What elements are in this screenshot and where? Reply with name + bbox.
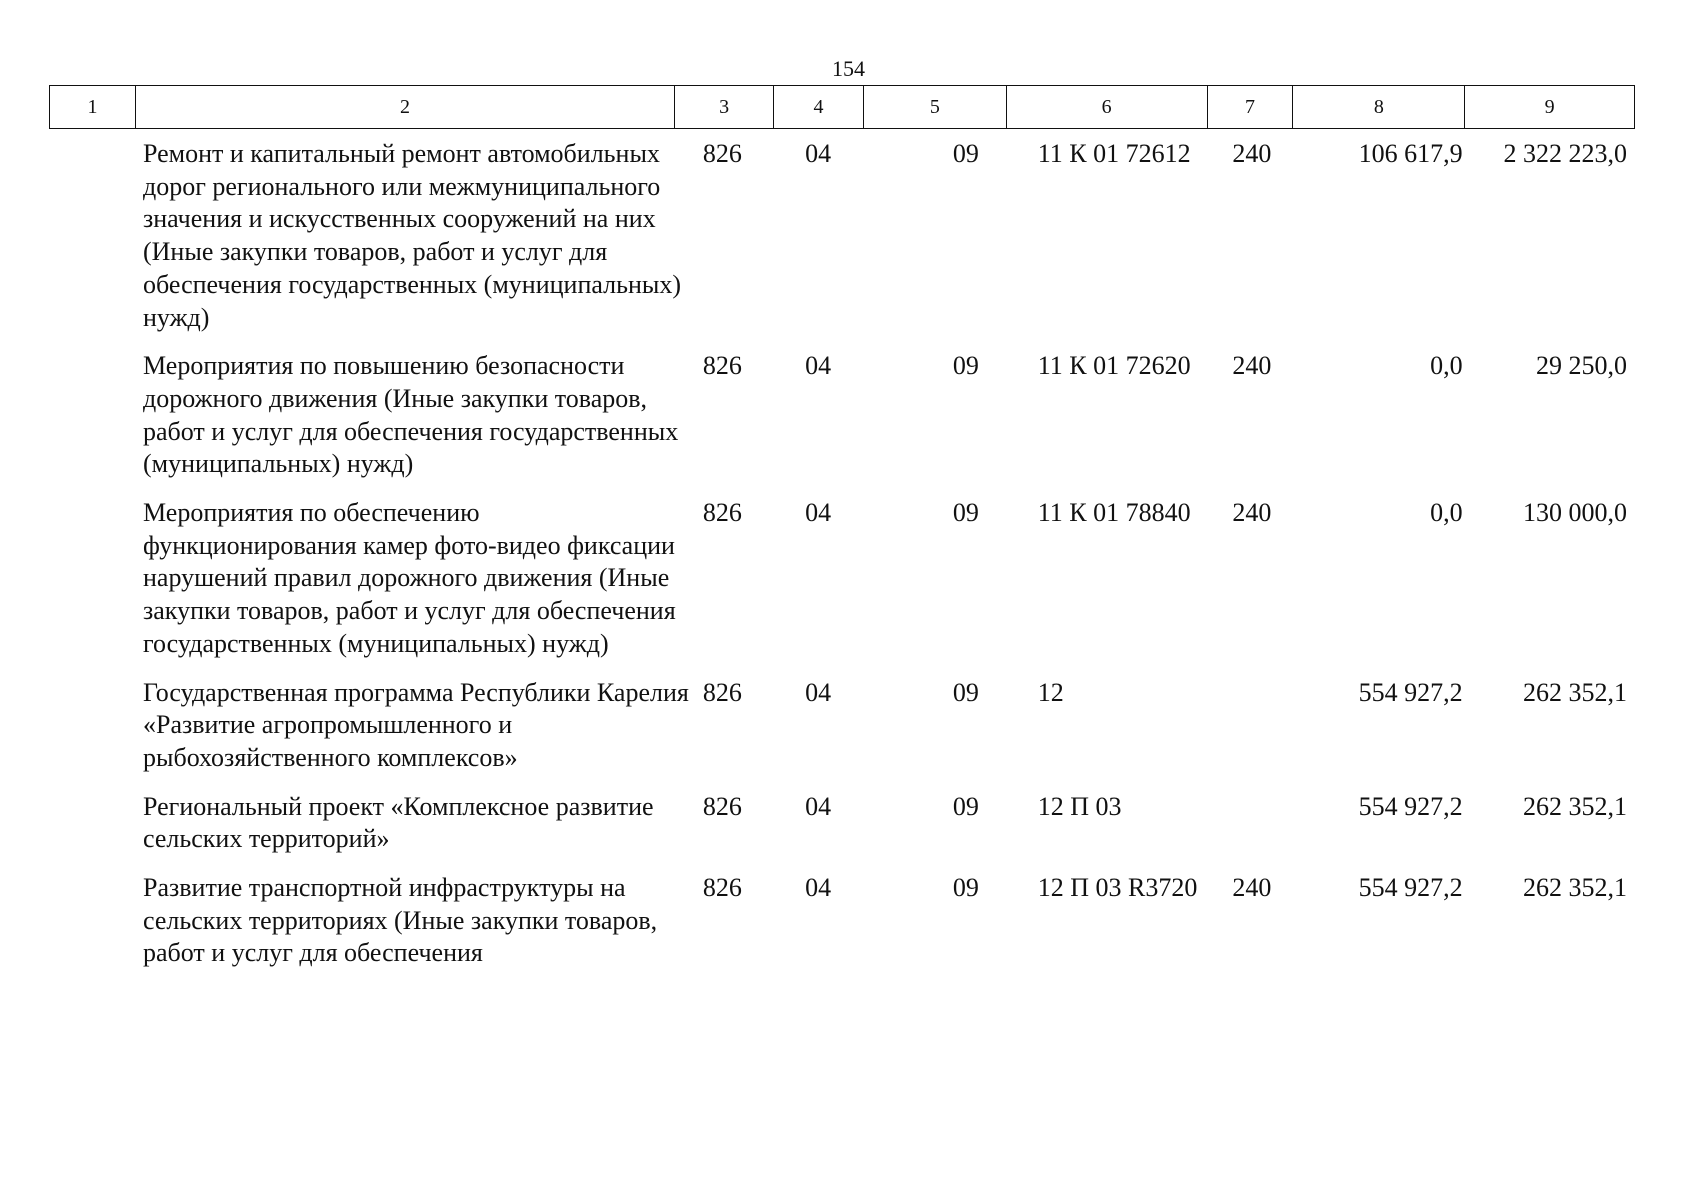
header-col-3: 3: [675, 86, 774, 128]
table-row: [49, 677, 1635, 775]
row-col-8: 554 927,2: [1358, 873, 1463, 903]
row-col-7: [1219, 677, 1303, 775]
row-col-7: 240: [1232, 351, 1272, 381]
row-col-7: [1219, 791, 1303, 856]
header-col-2: 2: [136, 86, 675, 128]
row-col-9: 130 000,0: [1522, 498, 1627, 528]
table-row: [49, 872, 1635, 970]
row-col-8: 554 927,2: [1358, 791, 1463, 821]
row-col-5: 09: [952, 139, 979, 168]
row-col-9: 2 322 223,0: [1503, 139, 1627, 168]
row-name: Государственная программа Республики Карелия «Развитие агропромышленного и рыбохозяйственного комплексов»: [143, 677, 689, 772]
row-col-4: 04: [805, 139, 832, 168]
row-col-4: 04: [805, 351, 832, 381]
row-col-5: 09: [952, 791, 979, 821]
row-col-5: 09: [952, 498, 979, 528]
row-col-6: 12: [1037, 677, 1064, 707]
table-body: [49, 138, 1635, 986]
row-col-4: 04: [805, 677, 832, 707]
table-row: [49, 350, 1635, 481]
row-col-8: 0,0: [1430, 351, 1463, 381]
page-number: 154: [832, 56, 865, 81]
row-col-8: 106 617,9: [1358, 139, 1463, 168]
row-col-3: 826: [702, 139, 742, 168]
row-col-5: 09: [952, 351, 979, 381]
header-col-1: 1: [50, 86, 136, 128]
row-col-6: 11 К 01 78840: [1037, 498, 1191, 528]
row-col-3: 826: [702, 498, 742, 528]
row-col-3: 826: [702, 351, 742, 381]
row-name: Ремонт и капитальный ремонт автомобильных дорог регионального или межмуниципального значения и искусственных сооружений на них (Иные закупки товаров, работ и услуг для обеспечения государственных (муниципальных) нужд): [143, 139, 682, 332]
row-col-6: 11 К 01 72620: [1037, 351, 1191, 381]
row-col-8: 0,0: [1430, 498, 1463, 528]
row-col-9: 262 352,1: [1522, 873, 1627, 903]
header-col-8: 8: [1293, 86, 1465, 128]
row-col-9: 29 250,0: [1535, 351, 1627, 381]
row-col-8: 554 927,2: [1358, 677, 1463, 707]
row-col-5: 09: [952, 677, 979, 707]
row-col-6: 12 П 03: [1037, 791, 1122, 821]
row-col-9: 262 352,1: [1522, 677, 1627, 707]
row-col-3: 826: [702, 791, 742, 821]
row-col-5: 09: [952, 873, 979, 903]
row-col-6: 11 К 01 72612: [1037, 139, 1191, 168]
row-name: Мероприятия по повышению безопасности дорожного движения (Иные закупки товаров, работ и услуг для обеспечения государственных (муниципальных) нужд): [143, 351, 679, 479]
table-header: [49, 85, 1635, 129]
table-row: [49, 791, 1635, 856]
header-col-4: 4: [774, 86, 864, 128]
row-col-6: 12 П 03 R3720: [1037, 873, 1198, 903]
row-col-9: 262 352,1: [1522, 791, 1627, 821]
row-col-7: 240: [1232, 139, 1272, 168]
header-col-5: 5: [864, 86, 1007, 128]
row-col-4: 04: [805, 498, 832, 528]
row-name: Мероприятия по обеспечению функционирования камер фото-видео фиксации нарушений правил дорожного движения (Иные закупки товаров, работ и услуг для обеспечения государственных (муниципальных) нужд): [143, 498, 676, 658]
row-name: Развитие транспортной инфраструктуры на сельских территориях (Иные закупки товаров, работ и услуг для обеспечения: [143, 873, 658, 968]
row-col-7: 240: [1232, 873, 1272, 903]
header-col-6: 6: [1007, 86, 1208, 128]
row-col-4: 04: [805, 791, 832, 821]
row-col-3: 826: [702, 873, 742, 903]
row-col-7: 240: [1232, 498, 1272, 528]
table-row: [49, 138, 1635, 334]
header-col-7: 7: [1208, 86, 1294, 128]
row-name: Региональный проект «Комплексное развитие сельских территорий»: [143, 791, 654, 854]
row-col-4: 04: [805, 873, 832, 903]
row-col-3: 826: [702, 677, 742, 707]
table-row: [49, 497, 1635, 661]
header-col-9: 9: [1544, 95, 1555, 118]
